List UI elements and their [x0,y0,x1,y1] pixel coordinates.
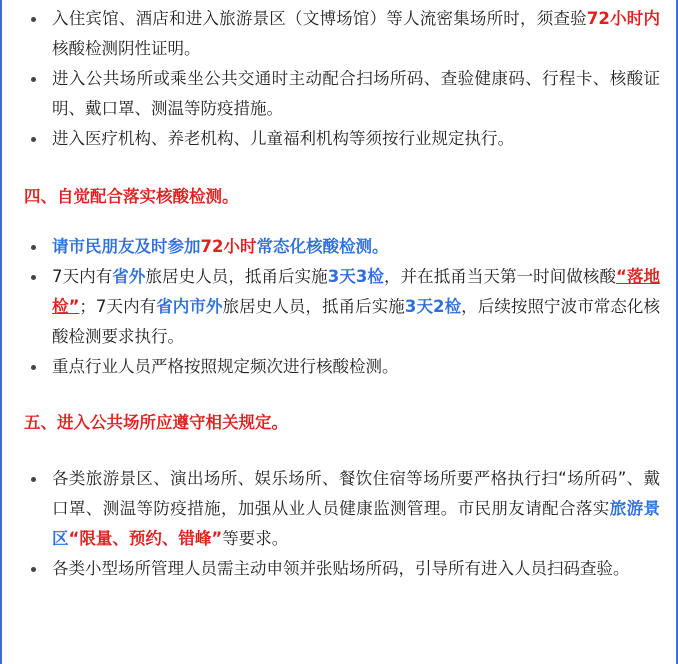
bullet-dot-icon [31,567,36,572]
emphasis-out-of-province: 省外 [112,267,146,286]
emphasis-3-days-2-tests: 3天2检 [404,297,462,316]
section-4-list [24,232,660,382]
list-item [24,464,660,554]
list-item-text: 重点行业人员严格按照规定频次进行核酸检测。 [52,357,399,376]
emphasis-3-days-3-tests: 3天3检 [327,267,385,286]
list-item-text: ，后续按照宁波市常态化核酸检测要求执行。 [52,297,661,346]
bullet-dot-icon [31,245,36,250]
list-item-text: 进入医疗机构、养老机构、儿童福利机构等须按行业规定执行。 [52,129,514,148]
list-item [24,232,660,262]
list-item-text: 等要求。 [222,529,289,548]
emphasis-limit-reserve-stagger: “限量、预约、错峰” [68,529,223,548]
list-item [24,262,660,352]
bullet-dot-icon [31,137,36,142]
article-content [24,4,660,584]
list-item [24,64,660,124]
bullet-dot-icon [31,17,36,22]
list-item [24,554,660,584]
list-item-text: 旅居史人员，抵甬后实施 [145,267,328,286]
emphasis-in-province: 省内市外 [156,297,223,316]
bullet-dot-icon [31,365,36,370]
section-heading-5: 五、进入公共场所应遵守相关规定。 [24,413,288,432]
section-heading-4: 四、自觉配合落实核酸检测。 [24,187,239,206]
bullet-dot-icon [31,77,36,82]
bullet-dot-icon [31,477,36,482]
list-item-text: ；7天内有 [79,297,157,316]
list-item-text: 旅居史人员，抵甬后实施 [222,297,405,316]
list-item-text: 入住宾馆、酒店和进入旅游景区（文博场馆）等人流密集场所时，须查验 [52,9,587,28]
list-item [24,352,660,382]
emphasis-text: 常态化核酸检测 [256,237,372,256]
top-rules-list [24,4,660,154]
list-item [24,4,660,64]
section-5-list [24,464,660,584]
list-item-text: 。 [371,237,389,256]
list-item-text: ，并在抵甬当天第一时间做核酸 [384,267,617,286]
list-item-text: 各类小型场所管理人员需主动申领并张贴场所码，引导所有进入人员扫码查验。 [52,559,630,578]
list-item-text: 7天内有 [52,267,113,286]
list-item-text: 进入公共场所或乘坐公共交通时主动配合扫场所码、查验健康码、行程卡、核酸证明、戴口罩、测温等防疫措施。 [52,69,660,118]
list-item-text: 各类旅游景区、演出场所、娱乐场所、餐饮住宿等场所要严格执行扫“场所码”、戴口罩、测温等防疫措施，加强从业人员健康监测管理。市民朋友请配合落实 [52,469,660,518]
emphasis-scenic-areas: 旅游景区 [52,499,661,548]
bullet-dot-icon [31,275,36,280]
emphasis-landing-test: “落地检” [52,267,661,316]
emphasis-72-hours: 72小时 [200,237,257,256]
emphasis-72-hours: 72小时内 [586,9,660,28]
list-item-text: 核酸检测阴性证明。 [52,39,201,58]
emphasis-text: 请市民朋友及时参加 [52,237,201,256]
list-item [24,124,660,154]
